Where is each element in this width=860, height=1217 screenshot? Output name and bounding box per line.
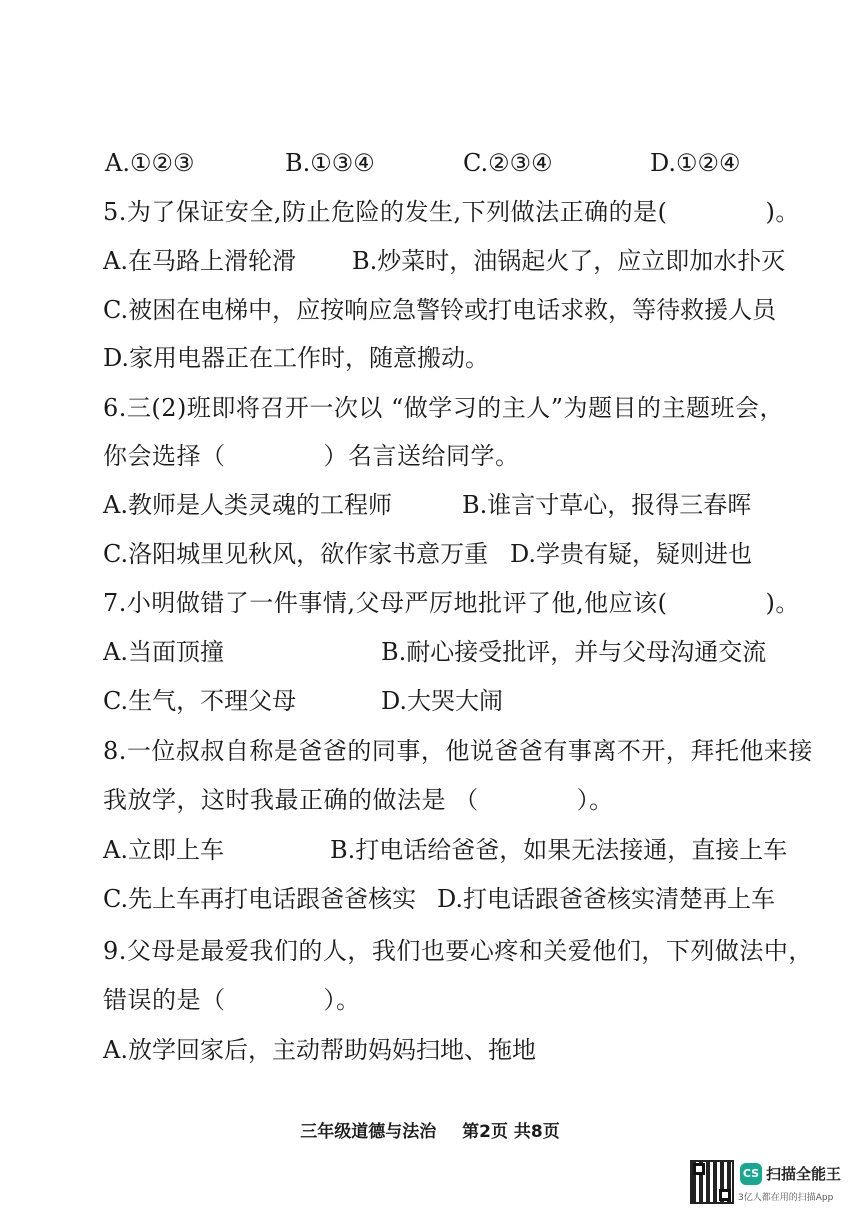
option-d: D.打电话跟爸爸核实清楚再上车 — [437, 885, 776, 913]
question-stem-continued: 你会选择（ ）名言送给同学。 — [103, 442, 520, 470]
question-stem: 5.为了保证安全,防止危险的发生,下列做法正确的是( )。 — [103, 198, 800, 226]
page-footer — [0, 1117, 860, 1142]
watermark-tagline: 3亿人都在用的扫描App — [738, 1193, 834, 1203]
option-d: D.学贵有疑，疑则进也 — [510, 540, 753, 568]
q4-option-d: D.①②④ — [650, 149, 741, 177]
q4-option-a: A.①②③ — [105, 149, 195, 177]
watermark-app-name: 扫描全能王 — [766, 1165, 842, 1183]
option-d: D.家用电器正在工作时，随意搬动。 — [103, 344, 490, 372]
qr-code-icon — [690, 1160, 734, 1204]
camscanner-logo: CS — [740, 1163, 762, 1185]
option-d: D.大哭大闹 — [381, 687, 504, 715]
option-c: C.洛阳城里见秋风，欲作家书意万重 — [103, 540, 489, 568]
question-stem-continued: 我放学，这时我最正确的做法是 （ ）。 — [103, 786, 614, 814]
question-stem: 8.一位叔叔自称是爸爸的同事，他说爸爸有事离不开，拜托他来接 — [103, 737, 813, 765]
q4-option-c: C.②③④ — [463, 149, 553, 177]
q4-option-b: B.①③④ — [285, 149, 375, 177]
footer-page-number: 第2页 共8页 — [462, 1122, 560, 1142]
option-a: A.当面顶撞 — [103, 638, 224, 666]
question-stem: 9.父母是最爱我们的人，我们也要心疼和关爱他们，下列做法中， — [103, 937, 813, 965]
footer-subject: 三年级道德与法治 — [300, 1122, 437, 1142]
option-b: B.炒菜时，油锅起火了，应立即加水扑灭 — [352, 247, 786, 275]
option-c: C.生气，不理父母 — [103, 687, 297, 715]
question-stem-continued: 错误的是（ ）。 — [103, 986, 361, 1014]
option-b: B.谁言寸草心，报得三春晖 — [462, 491, 752, 519]
option-a: A.放学回家后，主动帮助妈妈扫地、拖地 — [103, 1036, 536, 1064]
option-a: A.立即上车 — [103, 836, 224, 864]
option-a: A.教师是人类灵魂的工程师 — [103, 491, 392, 519]
option-b: B.耐心接受批评，并与父母沟通交流 — [381, 638, 767, 666]
question-stem: 6.三(2)班即将召开一次以 “做学习的主人”为题目的主题班会， — [103, 394, 785, 422]
option-c: C.被困在电梯中，应按响应急警铃或打电话求救，等待救援人员 — [103, 296, 777, 324]
option-c: C.先上车再打电话跟爸爸核实 — [103, 885, 417, 913]
option-b: B.打电话给爸爸，如果无法接通，直接上车 — [330, 836, 788, 864]
question-stem: 7.小明做错了一件事情,父母严厉地批评了他,他应该( )。 — [103, 589, 800, 617]
option-a: A.在马路上滑轮滑 — [103, 247, 296, 275]
